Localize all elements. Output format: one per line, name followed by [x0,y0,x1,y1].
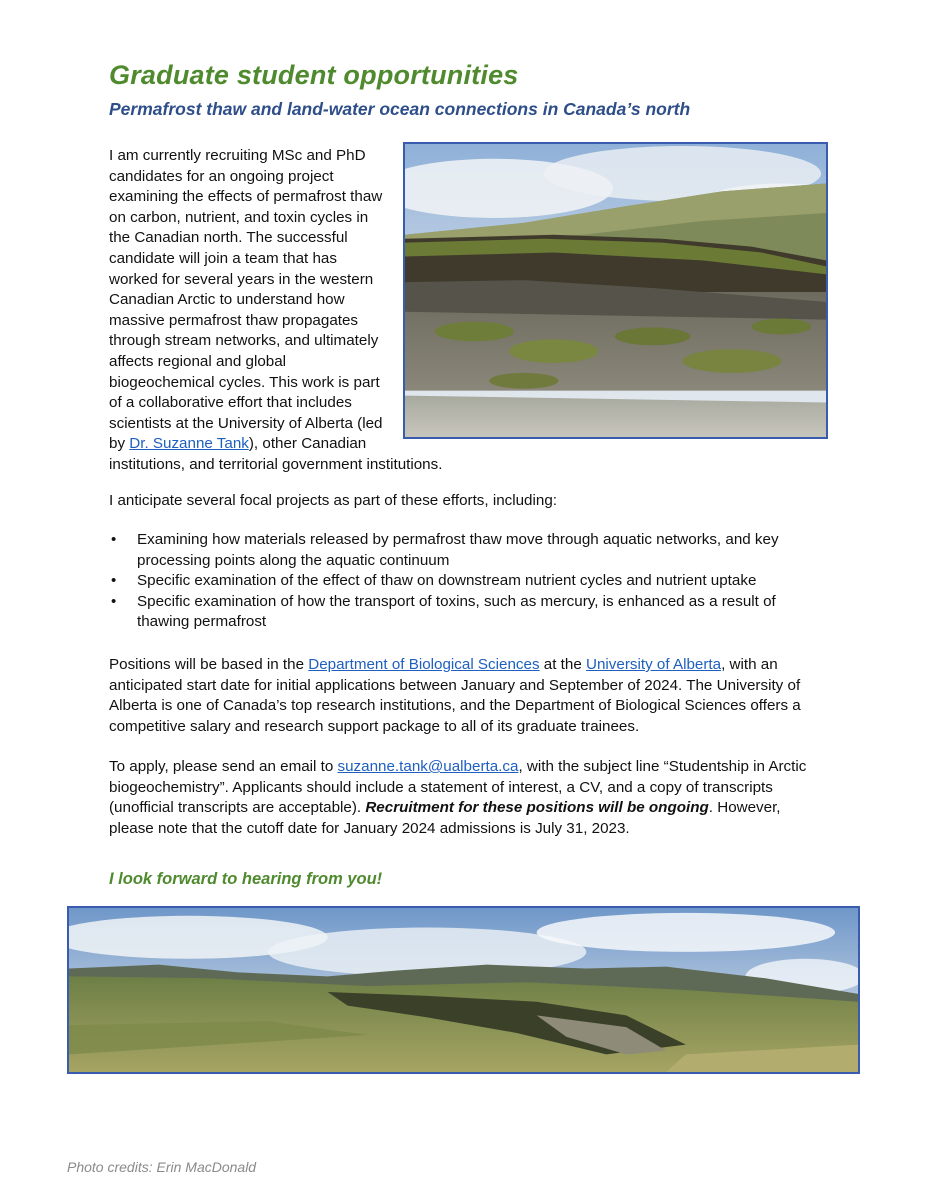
photo-credits: Photo credits: Erin MacDonald [67,1159,257,1175]
focal-intro: I anticipate several focal projects as part of these efforts, including: [109,492,557,509]
page-title: Graduate student opportunities [109,60,519,90]
list-item: • Examining how materials released by permafrost thaw move through aquatic networks, and key processing points along the aquatic continuum [109,530,824,571]
positions-paragraph [109,655,824,737]
permafrost-slump-image [405,144,826,437]
intro-section [109,146,824,476]
university-of-alberta-link[interactable]: University of Alberta [586,656,722,673]
apply-text: , with the subject line “Studentship in Arctic biogeochemistry”. Applicants should include a statement of interest, a CV, and a copy of transcripts (unofficial transcripts are acceptable). [109,758,807,817]
permafrost-slump-photo [403,142,828,439]
apply-paragraph [109,757,824,839]
closing-line: I look forward to hearing from you! [109,870,383,888]
intro-text-end: ), other Canadian institutions, and territorial government institutions. [109,435,443,473]
intro-text: I am currently recruiting MSc and PhD candidates for an ongoing project examining the effects of permafrost thaw on carbon, nutrient, and toxin cycles in the Canadian north. The successful candidate will join a team that has worked for several years in the western Canadian Arctic to understand how massive permafrost thaw propagates through stream networks, and ultimately affects regional and global biogeochemical cycles. This work is part of a collaborative effort that includes scientists at the University of Alberta (led by [109,147,383,453]
list-item: • Specific examination of the effect of thaw on downstream nutrient cycles and nutrient uptake [109,571,824,592]
positions-text: at the [539,656,587,673]
project-list [109,530,824,633]
positions-text: , with an anticipated start date for initial applications between January and September of 2024. The University of Alberta is one of Canada’s top research institutions, and the Department of Biological Sciences offers a competitive salary and research support package to all of its graduate trainees. [109,656,801,735]
positions-text: Positions will be based in the [109,656,309,673]
apply-text: To apply, please send an email to [109,758,338,775]
recruitment-note: Recruitment for these positions will be ongoing [365,799,709,817]
email-link[interactable]: suzanne.tank@ualberta.ca [337,758,519,775]
dept-biological-sciences-link[interactable]: Department of Biological Sciences [308,656,540,673]
list-item: • Specific examination of how the transport of toxins, such as mercury, is enhanced as a result of thawing permafrost [109,592,824,633]
arctic-panorama-photo [67,906,860,1074]
arctic-panorama-image [69,908,858,1072]
page-subtitle: Permafrost thaw and land-water ocean connections in Canada’s north [109,99,691,119]
suzanne-tank-link[interactable]: Dr. Suzanne Tank [129,435,249,453]
apply-text: . However, please note that the cutoff date for January 2024 admissions is July 31, 2023. [109,799,781,837]
